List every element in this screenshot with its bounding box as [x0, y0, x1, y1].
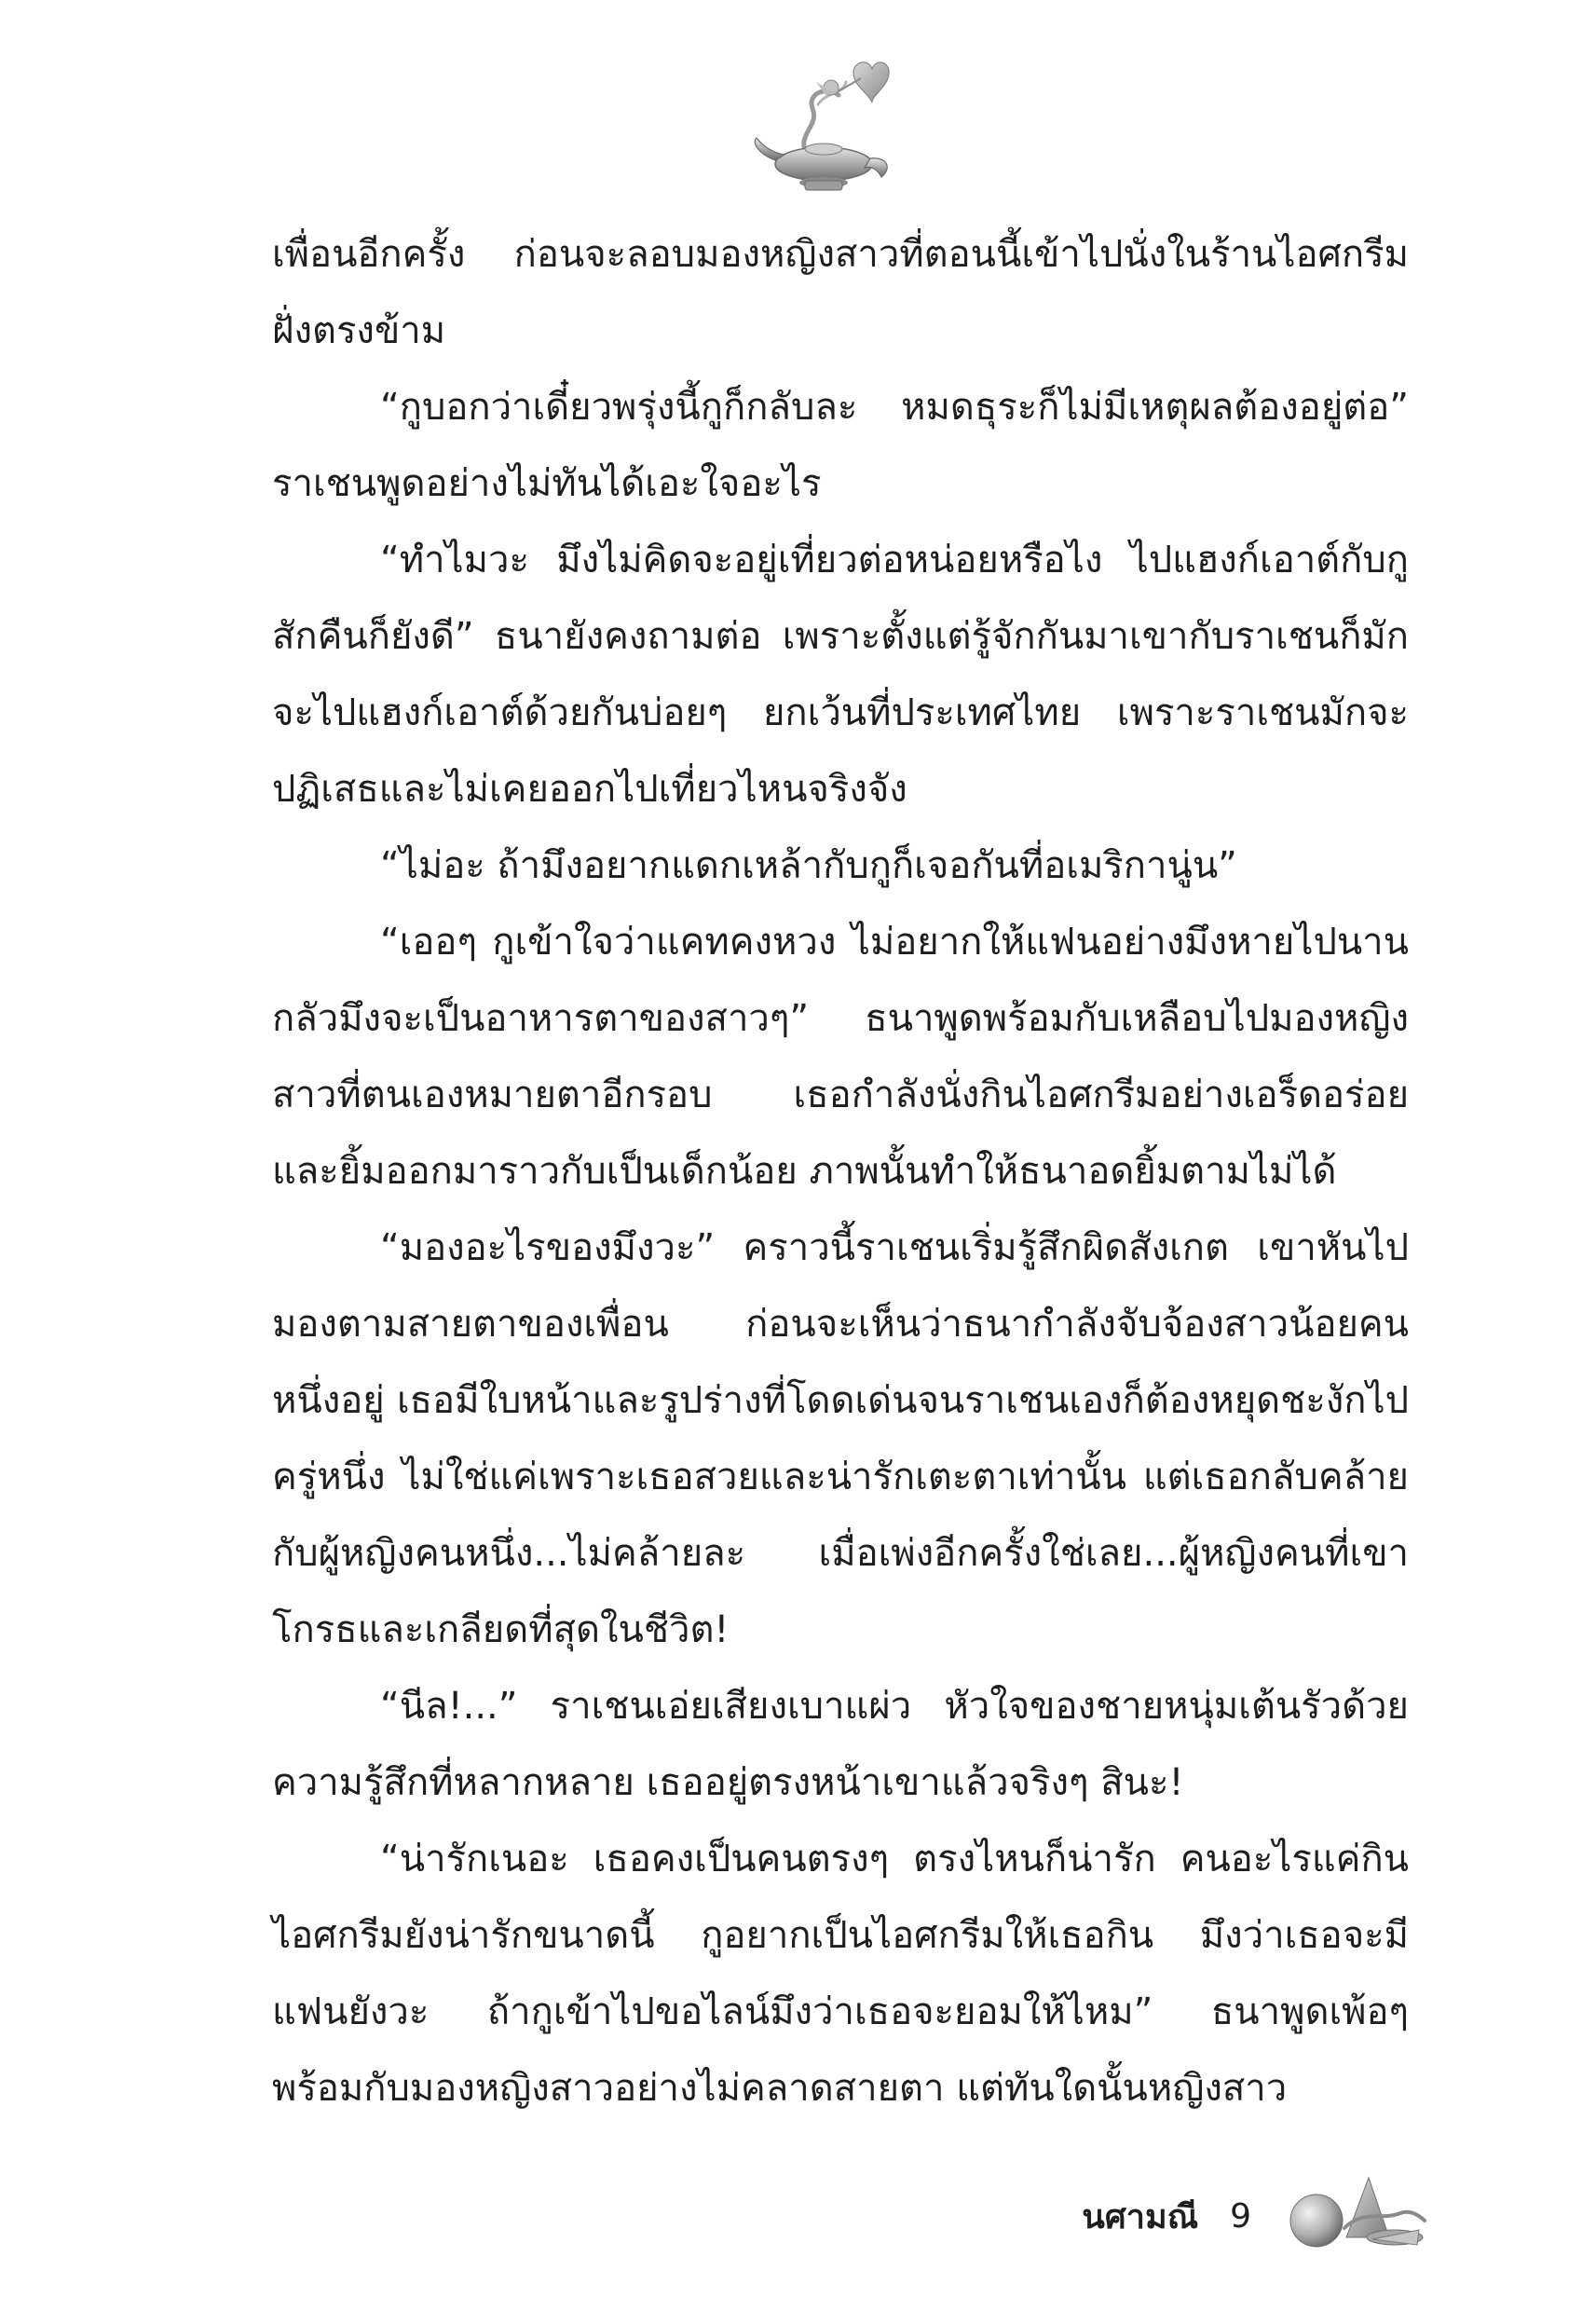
author-name: นศามณี: [1082, 2197, 1199, 2236]
paragraph: “ไม่อะ ถ้ามึงอยากแดกเหล้ากับกูก็เจอกันที่อเมริกานู่น”: [380, 844, 1237, 887]
paragraph: เพื่อนอีกครั้ง ก่อนจะลอบมองหญิงสาวที่ตอนนี้เข้าไปนั่งในร้านไอศกรีมฝั่งตรงข้าม: [272, 233, 1409, 352]
body-text: [272, 216, 1409, 2126]
page-number: 9: [1230, 2196, 1251, 2236]
genie-lamp-icon: [742, 45, 900, 203]
page-footer: [1082, 2169, 1428, 2263]
paragraph: “กูบอกว่าเดี๋ยวพรุ่งนี้กูก็กลับละ หมดธุระก็ไม่มีเหตุผลต้องอยู่ต่อ” ราเชนพูดอย่างไม่ทันได้เอะใจอะไร: [272, 386, 1409, 505]
paragraph: “เออๆ กูเข้าใจว่าแคทคงหวง ไม่อยากให้แฟนอย่างมึงหายไปนาน กลัวมึงจะเป็นอาหารตาของสาวๆ” ธนาพูดพร้อมกับเหลือบไปมองหญิงสาวที่ตนเองหมายตาอีกรอบ เธอกำลังนั่งกินไอศกรีมอย่างเอร็ดอร่อย และยิ้มออกมาราวกับเป็นเด็กน้อย ภาพนั้นทำให้ธนาอดยิ้มตามไม่ได้: [272, 921, 1409, 1193]
paragraph: “มองอะไรของมึงวะ” คราวนี้ราเชนเริ่มรู้สึกผิดสังเกต เขาหันไปมองตามสายตาของเพื่อน ก่อนจะเห็นว่าธนากำลังจับจ้องสาวน้อยคนหนึ่งอยู่ เธอมีใบหน้าและรูปร่างที่โดดเด่นจนราเชนเองก็ต้องหยุดชะงักไปครู่หนึ่ง ไม่ใช่แค่เพราะเธอสวยและน่ารักเตะตาเท่านั้น แต่เธอกลับคล้ายกับผู้หญิงคนหนึ่ง...ไม่คล้ายละ เมื่อเพ่งอีกครั้งใช่เลย...ผู้หญิงคนที่เขาโกรธและเกลียดที่สุดในชีวิต!: [272, 1226, 1409, 1651]
paragraph: “นีล!...” ราเชนเอ่ยเสียงเบาแผ่ว หัวใจของชายหนุ่มเต้นรัวด้วยความรู้สึกที่หลากหลาย เธออยู่ตรงหน้าเขาแล้วจริงๆ สินะ!: [272, 1685, 1409, 1804]
paragraph: “ทำไมวะ มึงไม่คิดจะอยู่เที่ยวต่อหน่อยหรือไง ไปแฮงก์เอาต์กับกูสักคืนก็ยังดี” ธนายังคงถามต่อ เพราะตั้งแต่รู้จักกันมาเขากับราเชนก็มักจะไปแฮงก์เอาต์ด้วยกันบ่อยๆ ยกเว้นที่ประเทศไทย เพราะราเชนมักจะปฏิเสธและไม่เคยออกไปเที่ยวไหนจริงจัง: [272, 539, 1409, 811]
fantasy-ornament-icon: [1279, 2172, 1428, 2260]
paragraph: “น่ารักเนอะ เธอคงเป็นคนตรงๆ ตรงไหนก็น่ารัก คนอะไรแค่กินไอศกรีมยังน่ารักขนาดนี้ กูอยากเป็นไอศกรีมให้เธอกิน มึงว่าเธอจะมีแฟนยังวะ ถ้ากูเข้าไปขอไลน์มึงว่าเธอจะยอมให้ไหม” ธนาพูดเพ้อๆ พร้อมกับมองหญิงสาวอย่างไม่คลาดสายตา แต่ทันใดนั้นหญิงสาว: [272, 1838, 1409, 2110]
